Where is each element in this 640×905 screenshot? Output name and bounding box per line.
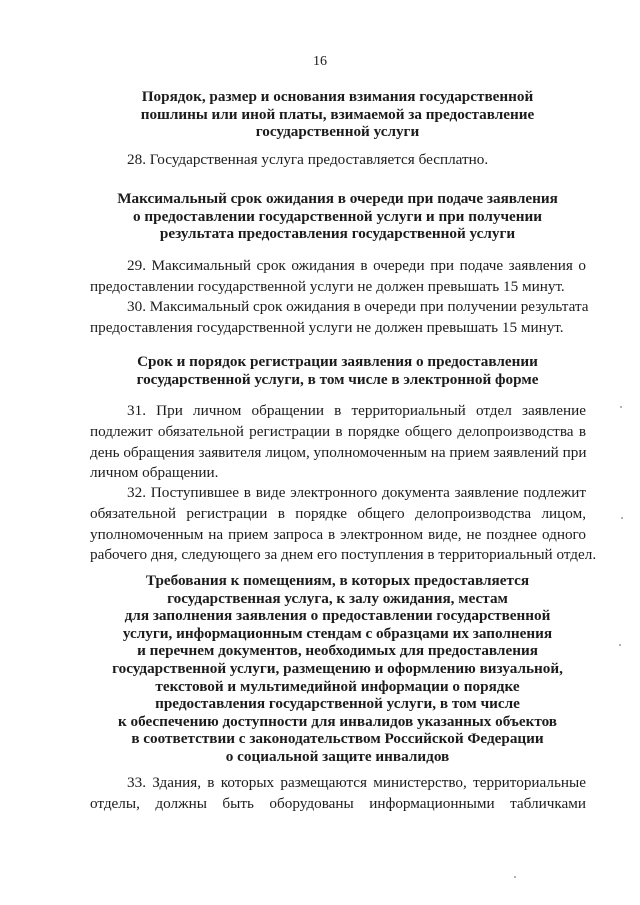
heading-line: пошлины или иной платы, взимаемой за предоставление [140,105,535,123]
paragraph-line: обязательной регистрации в порядке общего делопроизводства лицом, [90,504,586,522]
paragraph-line: личном обращении. [90,464,219,482]
heading-line: о социальной защите инвалидов [225,747,450,765]
heading-line: для заполнения заявления о предоставлении государственной [124,607,551,625]
paragraph-line: 31. При личном обращении в территориальный отдел заявление [127,402,586,419]
heading-line: результата предоставления государственной услуги [159,225,516,243]
paragraph-29 [90,256,586,298]
heading-line: о предоставлении государственной услуги и при получении [132,207,543,225]
heading-line: предоставления государственной услуги, в том числе [155,695,520,713]
paragraph-line: предоставлении государственной услуги не должен превышать 15 минут. [90,277,565,295]
paragraph-line: предоставления государственной услуги не должен превышать 15 минут. [90,318,564,336]
paragraph-30 [90,297,589,339]
paragraph-31 [90,401,586,484]
page-number: 16 [313,54,327,69]
heading-line: государственной услуги [255,123,420,141]
heading-line: текстовой и мультимедийной информации о порядке [155,677,520,695]
paragraph-line: 28. Государственная услуга предоставляется бесплатно. [127,151,489,168]
section-heading-fee [90,88,585,141]
paragraph-line: подлежит обязательной регистрации в порядке общего делопроизводства в [90,422,586,440]
heading-line: Максимальный срок ожидания в очереди при подаче заявления [117,190,558,207]
heading-line: услуги, информационным стендам с образцами их заполнения [122,624,553,642]
heading-line: Порядок, размер и основания взимания государственной [141,88,534,105]
section-heading-premises [90,572,585,766]
heading-line: к обеспечению доступности для инвалидов указанных объектов [117,712,558,730]
section-heading-queue-time [90,190,585,243]
heading-line: государственной услуги, размещению и оформлению визуальной, [112,659,563,677]
paragraph-line: день обращения заявителя лицом, уполномоченным на прием заявлений при [90,443,587,461]
scan-speck [619,644,621,646]
heading-line: в соответствии с законодательством Российской Федерации [131,730,544,748]
scan-speck [514,876,516,878]
heading-line: государственной услуги, в том числе в электронной форме [136,370,539,388]
paragraph-line: 29. Максимальный срок ожидания в очереди при подаче заявления о [127,257,586,274]
paragraph-28 [90,150,586,171]
heading-line: Срок и порядок регистрации заявления о предоставлении [137,353,538,370]
section-heading-registration [90,353,585,388]
paragraph-33 [90,773,586,815]
scan-speck [621,517,623,519]
paragraph-line: 30. Максимальный срок ожидания в очереди при получении результата [127,298,589,315]
paragraph-line: 32. Поступившее в виде электронного документа заявление подлежит [127,484,586,501]
heading-line: и перечнем документов, необходимых для предоставления [137,642,538,660]
paragraph-line: 33. Здания, в которых размещаются министерство, территориальные [127,774,586,791]
scan-speck [620,406,622,408]
heading-line: Требования к помещениям, в которых предоставляется [145,572,530,589]
paragraph-line: уполномоченным на прием запроса в электронном виде, не позднее одного [90,525,586,543]
paragraph-line: рабочего дня, следующего за днем его поступления в территориальный отдел. [90,546,597,564]
heading-line: государственная услуга, к залу ожидания, местам [167,589,508,607]
paragraph-32 [90,483,597,566]
paragraph-line: отделы, должны быть оборудованы информационными табличками [90,794,586,812]
